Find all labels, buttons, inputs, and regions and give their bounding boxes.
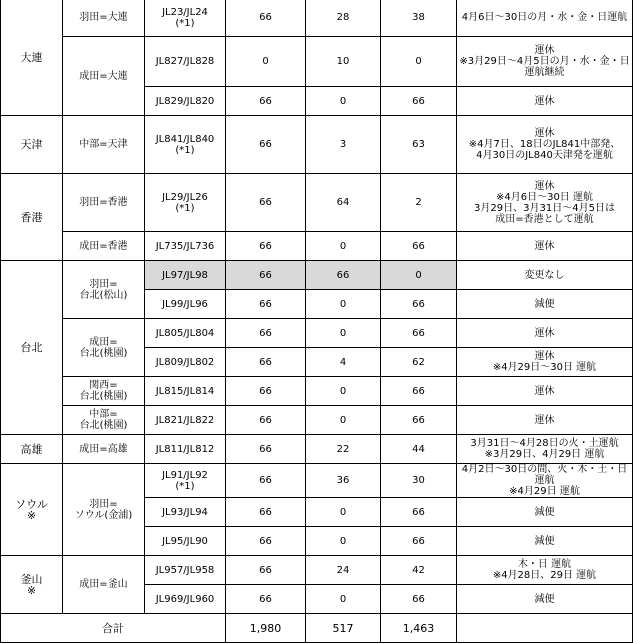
flight-cell: JL829/JL820 [145, 87, 226, 116]
region-cell [1, 464, 63, 556]
table-row [1, 319, 633, 348]
count-cell: 66 [381, 498, 457, 527]
count-cell: 66 [226, 585, 306, 614]
flight-cell: JL827/JL828 [145, 37, 226, 87]
count-cell: 66 [381, 232, 457, 261]
count-cell: 66 [226, 435, 306, 464]
note-cell [457, 116, 633, 174]
flight-cell: JL821/JL822 [145, 406, 226, 435]
route-line: ソウル(金浦) [74, 509, 133, 521]
note-line: 運休 [534, 385, 555, 397]
count-cell: 66 [226, 377, 306, 406]
table-row [1, 377, 633, 406]
route-cell [63, 261, 145, 319]
flight-cell: JL811/JL812 [145, 435, 226, 464]
route-line: 中部= [89, 409, 118, 420]
note-line: 3月29日、3月31日～4月5日は [474, 202, 615, 214]
note-cell [457, 527, 633, 556]
note-line: ※4月7日、18日のJL841中部発、 [468, 139, 621, 150]
flight-cell: JL735/JL736 [145, 232, 226, 261]
note-line: 運休 [534, 128, 555, 139]
flight-cell: JL805/JL804 [145, 319, 226, 348]
count-cell: 24 [306, 556, 381, 585]
table-row [1, 0, 633, 37]
note-line: 木・日 運航 [517, 559, 572, 570]
note-line: 運休 [534, 414, 555, 426]
count-cell: 36 [306, 464, 381, 498]
note-line: 成田=香港として運航 [495, 213, 594, 225]
count-cell: 0 [306, 406, 381, 435]
flight-cell: JL815/JL814 [145, 377, 226, 406]
note-line: 減便 [534, 506, 555, 518]
table-row [1, 232, 633, 261]
route-cell: 成田=釜山 [63, 556, 145, 614]
count-cell: 66 [226, 556, 306, 585]
count-cell: 0 [306, 527, 381, 556]
count-cell: 66 [226, 406, 306, 435]
route-line: 台北(松山) [79, 289, 128, 301]
total-count: 517 [306, 614, 381, 643]
count-cell: 0 [306, 377, 381, 406]
flight-note: (*1) [175, 202, 195, 214]
note-line: 運休 [534, 240, 555, 252]
region-cell: 台北 [1, 261, 63, 435]
route-cell: 成田=大連 [63, 37, 145, 116]
note-line: 減便 [534, 298, 555, 310]
count-cell: 66 [381, 377, 457, 406]
note-line: 4月6日～30日の月・水・金・日運航 [461, 12, 628, 23]
route-cell: 成田=香港 [63, 232, 145, 261]
table-row [1, 174, 633, 232]
flight-cell [145, 174, 226, 232]
note-line: 運航継続 [524, 67, 565, 78]
count-cell: 0 [306, 585, 381, 614]
flight-cell: JL99/JL96 [145, 290, 226, 319]
count-cell: 66 [381, 290, 457, 319]
route-line: 関西= [89, 380, 118, 391]
note-line: 変更なし [524, 269, 565, 281]
flight-number: JL29/JL26 [162, 191, 208, 203]
table-row [1, 464, 633, 498]
flight-cell: JL97/JL98 [145, 261, 226, 290]
table-row [1, 556, 633, 585]
note-line: ※3月29日～4月5日の月・水・金・日 [459, 56, 630, 67]
route-line: 成田= [89, 336, 118, 348]
count-cell: 66 [226, 261, 306, 290]
flight-cell: JL93/JL94 [145, 498, 226, 527]
region-line: ※ [26, 508, 37, 522]
total-count: 1,980 [226, 614, 306, 643]
region-line: ソウル [15, 497, 48, 511]
flight-cell [145, 0, 226, 37]
note-line: 4月2日～30日の間、火・木・土・日運航 [461, 464, 628, 486]
note-cell [457, 377, 633, 406]
note-line: ※4月6日～30日 運航 [495, 191, 593, 203]
table-row [1, 261, 633, 290]
note-cell [457, 37, 633, 87]
count-cell: 66 [226, 0, 306, 37]
count-cell: 66 [226, 498, 306, 527]
flight-note: (*1) [175, 480, 195, 492]
note-line: 3月31日～4月28日の火・土運航 [470, 438, 619, 449]
region-cell: 香港 [1, 174, 63, 261]
table-row [1, 37, 633, 87]
note-line: 4月30日のJL840天津発を運航 [476, 150, 613, 161]
note-line: 運休 [534, 45, 555, 56]
count-cell: 0 [381, 261, 457, 290]
route-line: 台北(桃園) [79, 420, 128, 431]
count-cell: 0 [381, 37, 457, 87]
count-cell: 4 [306, 348, 381, 377]
count-cell: 66 [226, 348, 306, 377]
note-cell [457, 348, 633, 377]
route-cell: 羽田=香港 [63, 174, 145, 232]
note-line: 運休 [534, 351, 555, 362]
region-line: ※ [26, 583, 37, 597]
count-cell: 38 [381, 0, 457, 37]
flight-cell [145, 464, 226, 498]
flight-note: (*1) [175, 17, 195, 29]
region-cell: 大連 [1, 0, 63, 116]
route-cell: 羽田=大連 [63, 0, 145, 37]
count-cell: 66 [226, 464, 306, 498]
count-cell: 3 [306, 116, 381, 174]
note-cell [457, 406, 633, 435]
table-row [1, 435, 633, 464]
count-cell: 66 [226, 174, 306, 232]
count-cell: 66 [381, 585, 457, 614]
count-cell: 44 [381, 435, 457, 464]
count-cell: 10 [306, 37, 381, 87]
note-line: ※4月28日、29日 運航 [492, 570, 597, 581]
note-cell [457, 174, 633, 232]
count-cell: 62 [381, 348, 457, 377]
count-cell: 66 [306, 261, 381, 290]
note-line: 減便 [534, 593, 555, 605]
count-cell: 0 [226, 37, 306, 87]
count-cell: 2 [381, 174, 457, 232]
note-cell [457, 232, 633, 261]
route-cell: 中部=天津 [63, 116, 145, 174]
total-row [1, 614, 633, 643]
route-cell: 成田=高雄 [63, 435, 145, 464]
note-cell [457, 498, 633, 527]
route-line: 台北(桃園) [79, 347, 128, 359]
note-cell [457, 556, 633, 585]
route-cell [63, 406, 145, 435]
flight-cell [145, 116, 226, 174]
route-line: 台北(桃園) [79, 391, 128, 402]
note-line: 減便 [534, 535, 555, 547]
count-cell: 66 [226, 87, 306, 116]
total-note-cell [457, 614, 633, 643]
note-line: 運休 [534, 95, 555, 107]
count-cell: 0 [306, 319, 381, 348]
route-cell [63, 377, 145, 406]
note-line: ※4月29日 運航 [509, 486, 580, 497]
count-cell: 0 [306, 87, 381, 116]
table-row [1, 116, 633, 174]
note-cell [457, 319, 633, 348]
note-cell [457, 87, 633, 116]
count-cell: 66 [226, 319, 306, 348]
note-line: ※3月29日、4月29日 運航 [484, 449, 605, 460]
count-cell: 66 [226, 527, 306, 556]
region-cell: 天津 [1, 116, 63, 174]
flight-number: JL91/JL92 [162, 469, 208, 481]
count-cell: 66 [381, 319, 457, 348]
count-cell: 63 [381, 116, 457, 174]
count-cell: 0 [306, 232, 381, 261]
note-cell [457, 464, 633, 498]
note-cell [457, 435, 633, 464]
note-line: 運休 [534, 180, 555, 192]
flight-number: JL841/JL840 [155, 133, 215, 145]
count-cell: 42 [381, 556, 457, 585]
count-cell: 64 [306, 174, 381, 232]
route-cell [63, 464, 145, 556]
count-cell: 30 [381, 464, 457, 498]
count-cell: 66 [226, 290, 306, 319]
count-cell: 28 [306, 0, 381, 37]
total-count: 1,463 [381, 614, 457, 643]
count-cell: 66 [381, 87, 457, 116]
count-cell: 66 [226, 232, 306, 261]
route-cell [63, 319, 145, 377]
region-line: 釜山 [20, 572, 43, 586]
region-cell [1, 556, 63, 614]
total-label: 合計 [1, 614, 226, 643]
note-cell [457, 585, 633, 614]
count-cell: 66 [226, 116, 306, 174]
count-cell: 0 [306, 290, 381, 319]
count-cell: 66 [381, 527, 457, 556]
flight-cell: JL957/JL958 [145, 556, 226, 585]
note-cell [457, 290, 633, 319]
count-cell: 0 [306, 498, 381, 527]
flight-number: JL23/JL24 [162, 6, 208, 18]
note-cell [457, 261, 633, 290]
count-cell: 22 [306, 435, 381, 464]
flight-note: (*1) [175, 144, 195, 156]
route-line: 羽田= [89, 278, 118, 290]
note-line: 運休 [534, 327, 555, 339]
flight-cell: JL95/JL90 [145, 527, 226, 556]
note-cell [457, 0, 633, 37]
route-line: 羽田= [89, 498, 118, 510]
flight-cell: JL809/JL802 [145, 348, 226, 377]
flight-cell: JL969/JL960 [145, 585, 226, 614]
region-cell: 高雄 [1, 435, 63, 464]
note-line: ※4月29日～30日 運航 [492, 362, 597, 373]
count-cell: 66 [381, 406, 457, 435]
table-row [1, 406, 633, 435]
